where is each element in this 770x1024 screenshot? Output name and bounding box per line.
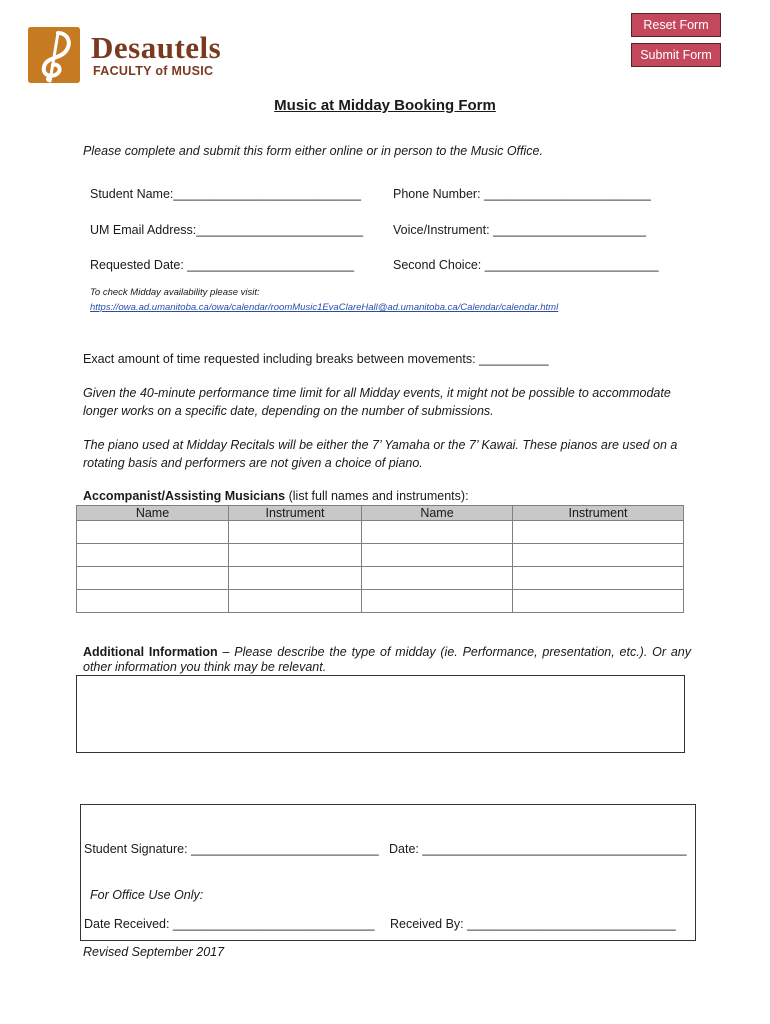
availability-note: To check Midday availability please visit: bbox=[90, 287, 260, 298]
calendar-link[interactable]: https://owa.ad.umanitoba.ca/owa/calendar/roomMusic1EvaClareHall@ad.umanitoba.ca/Calendar/calendar.html bbox=[90, 302, 559, 313]
table-cell[interactable] bbox=[362, 521, 513, 544]
table-cell[interactable] bbox=[362, 590, 513, 613]
table-row bbox=[77, 567, 684, 590]
piano-paragraph: The piano used at Midday Recitals will be either the 7’ Yamaha or the 7’ Kawai. These pianos are used on a rotating basis and performers are not given a choice of piano. bbox=[83, 438, 678, 470]
second-choice-field[interactable]: Second Choice: _________________________ bbox=[393, 258, 659, 272]
additional-info-label-rest: – Please describe the type of midday (ie. Performance, presentation, etc.). Or any other information you think may be relevant. bbox=[83, 645, 691, 674]
signature-date-field[interactable]: Date: ______________________________________ bbox=[389, 842, 687, 856]
received-by-field[interactable]: Received By: ______________________________ bbox=[390, 917, 676, 931]
table-cell[interactable] bbox=[229, 521, 362, 544]
additional-info-textarea[interactable] bbox=[76, 675, 685, 753]
phone-number-field[interactable]: Phone Number: ________________________ bbox=[393, 187, 651, 201]
table-row bbox=[77, 590, 684, 613]
email-field[interactable]: UM Email Address:________________________ bbox=[90, 223, 364, 237]
table-cell[interactable] bbox=[362, 544, 513, 567]
time-requested-field[interactable]: Exact amount of time requested including breaks between movements: __________ bbox=[83, 352, 549, 366]
table-cell[interactable] bbox=[229, 544, 362, 567]
additional-info-label bbox=[83, 645, 691, 675]
table-cell[interactable] bbox=[77, 544, 229, 567]
accompanists-label bbox=[83, 489, 469, 503]
accompanists-label-rest: (list full names and instruments): bbox=[285, 489, 469, 503]
table-cell[interactable] bbox=[77, 590, 229, 613]
reset-form-button[interactable]: Reset Form bbox=[631, 13, 721, 37]
revised-date: Revised September 2017 bbox=[83, 945, 225, 959]
submit-form-button[interactable]: Submit Form bbox=[631, 43, 721, 67]
date-received-field[interactable]: Date Received: _____________________________ bbox=[84, 917, 375, 931]
logo-name: Desautels bbox=[91, 30, 222, 65]
time-limit-paragraph: Given the 40-minute performance time limit for all Midday events, it might not be possible to accommodate longer works on a specific date, depending on the number of submissions. bbox=[83, 386, 671, 418]
logo-subtitle: FACULTY of MUSIC bbox=[93, 64, 214, 78]
header-instrument-1: Instrument bbox=[229, 506, 362, 521]
table-cell[interactable] bbox=[77, 567, 229, 590]
table-row bbox=[77, 521, 684, 544]
table-cell[interactable] bbox=[229, 590, 362, 613]
instrument-field[interactable]: Voice/Instrument: ______________________ bbox=[393, 223, 646, 237]
student-name-field[interactable]: Student Name:___________________________ bbox=[90, 187, 362, 201]
table-cell[interactable] bbox=[513, 590, 684, 613]
table-cell[interactable] bbox=[513, 544, 684, 567]
table-cell[interactable] bbox=[77, 521, 229, 544]
office-use-label: For Office Use Only: bbox=[90, 888, 204, 902]
accompanists-table bbox=[76, 505, 684, 613]
intro-text: Please complete and submit this form either online or in person to the Music Office. bbox=[83, 144, 543, 158]
requested-date-field[interactable]: Requested Date: ________________________ bbox=[90, 258, 355, 272]
header-name-2: Name bbox=[362, 506, 513, 521]
header-name-1: Name bbox=[77, 506, 229, 521]
table-cell[interactable] bbox=[362, 567, 513, 590]
additional-info-label-bold: Additional Information bbox=[83, 645, 218, 659]
treble-clef-logo-icon bbox=[28, 27, 80, 83]
table-cell[interactable] bbox=[513, 567, 684, 590]
table-cell[interactable] bbox=[513, 521, 684, 544]
accompanists-label-bold: Accompanist/Assisting Musicians bbox=[83, 489, 286, 503]
table-row bbox=[77, 544, 684, 567]
table-cell[interactable] bbox=[229, 567, 362, 590]
page-title: Music at Midday Booking Form bbox=[274, 97, 496, 114]
student-signature-field[interactable]: Student Signature: ___________________________ bbox=[84, 842, 379, 856]
header-instrument-2: Instrument bbox=[513, 506, 684, 521]
